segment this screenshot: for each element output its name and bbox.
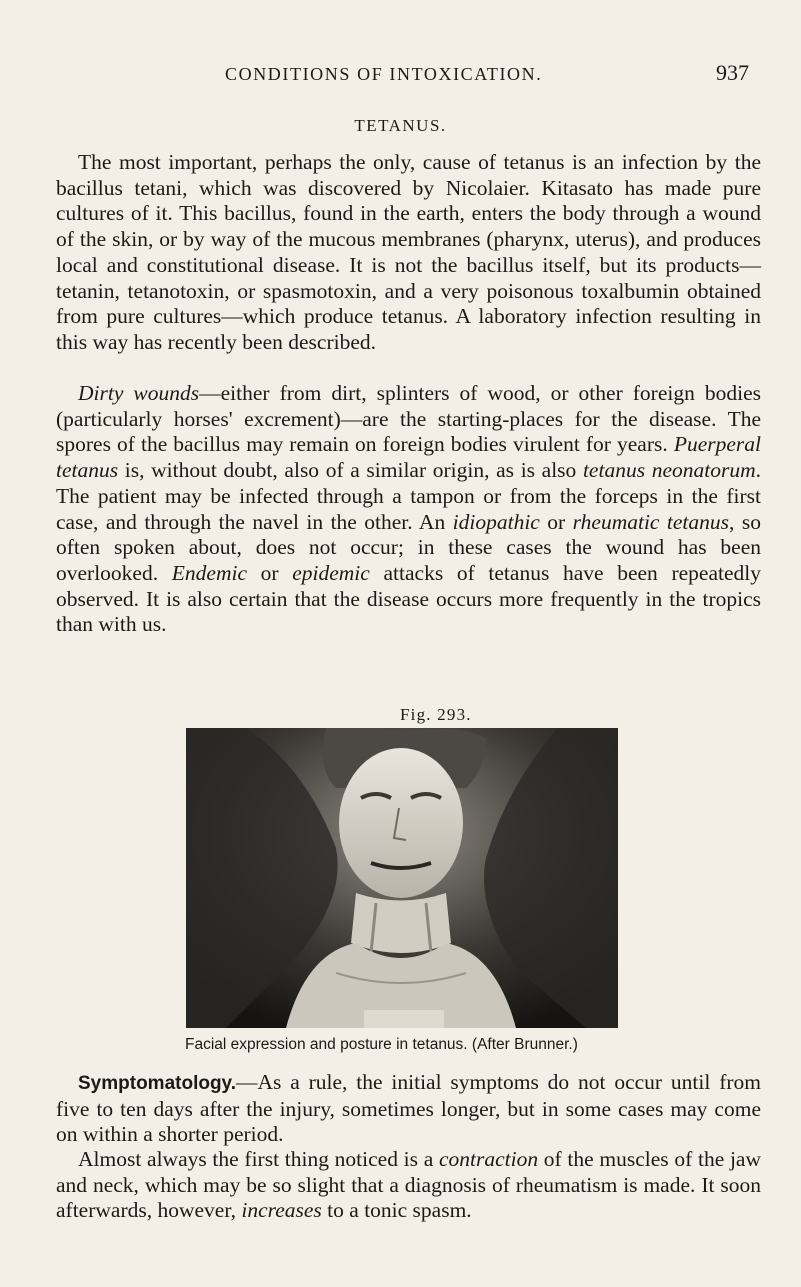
term-rheumatic-tetanus: rheumatic tetanus xyxy=(572,509,730,534)
text-span: Almost always the first thing noticed is a xyxy=(78,1147,439,1171)
text-span: of the muscles of the jaw and neck, which may be so slight that a diagnosis of rheumatism is made. It soon afterwards, however, xyxy=(56,1147,761,1223)
paragraph-symptomatology xyxy=(56,1070,761,1148)
term-epidemic: epidemic xyxy=(292,560,370,585)
paragraph-cause-text: The most important, perhaps the only, cause of tetanus is an infection by the bacillus tetani, which was discovered by Nicolaier. Kitasato has made pure cultures of it. This bacillus, found in the earth, enters the body through a wound of the skin, or by way of the mucous membranes (pharynx, uterus), and produces local and constitutional disease. It is not the bacillus itself, but its products—tetanin, tetanotoxin, or spasmotoxin, and a very poisonous toxalbumin obtained from pure cultures—which produce tetanus. A laboratory infection resulting in this way has recently been described. xyxy=(56,150,761,354)
text-span: . The patient may be infected through a tampon or from the forceps in the first case, and through the navel in the other. An xyxy=(56,458,761,534)
running-head: CONDITIONS OF INTOXICATION. xyxy=(225,64,543,84)
section-title: TETANUS. xyxy=(354,116,447,135)
page-number: 937 xyxy=(716,60,749,85)
paragraph-symptomatology-text: —As a rule, the initial symptoms do not occur until from five to ten days after the injury, sometimes longer, but in some cases may come on within a shorter period. xyxy=(56,1070,761,1147)
heading-symptomatology: Symptomatology. xyxy=(78,1073,236,1094)
term-dirty-wounds: Dirty wounds xyxy=(78,381,200,405)
term-contraction: contraction xyxy=(438,1147,539,1171)
paragraph-contraction xyxy=(56,1147,761,1224)
figure-caption: Facial expression and posture in tetanus. (After Brunner.) xyxy=(185,1036,578,1053)
neck xyxy=(351,893,451,953)
term-increases: increases xyxy=(241,1198,322,1223)
term-puerperal-tetanus: Puerperal tetanus xyxy=(56,432,761,483)
paragraph-cause xyxy=(56,150,761,356)
face xyxy=(339,748,463,898)
text-span: to a tonic spasm. xyxy=(321,1198,472,1223)
paragraph-dirty-wounds xyxy=(56,381,761,638)
term-tetanus-neonatorum: tetanus neonatorum xyxy=(582,458,756,483)
text-span: is, without doubt, also of a similar origin, as is also xyxy=(118,458,583,483)
text-span: attacks of tetanus have been repeatedly observed. It is also certain that the disease occurs more frequently in the tropics than with us. xyxy=(56,560,761,637)
text-span: —either from dirt, splinters of wood, or other foreign bodies (particularly horses' excrement)—are the starting-places for the disease. The spores of the bacillus may remain on foreign bodies virulent for years. xyxy=(56,381,761,457)
text-span: or xyxy=(539,509,573,534)
figure-label: Fig. 293. xyxy=(400,705,472,724)
term-endemic: Endemic xyxy=(171,560,247,585)
text-span: , so often spoken about, does not occur; in these cases the wound has been overlooked. xyxy=(56,509,761,585)
figure-photo-tetanus-patient xyxy=(186,728,618,1028)
text-span: or xyxy=(246,560,293,585)
term-idiopathic: idiopathic xyxy=(452,509,540,534)
cloth xyxy=(364,1010,444,1028)
